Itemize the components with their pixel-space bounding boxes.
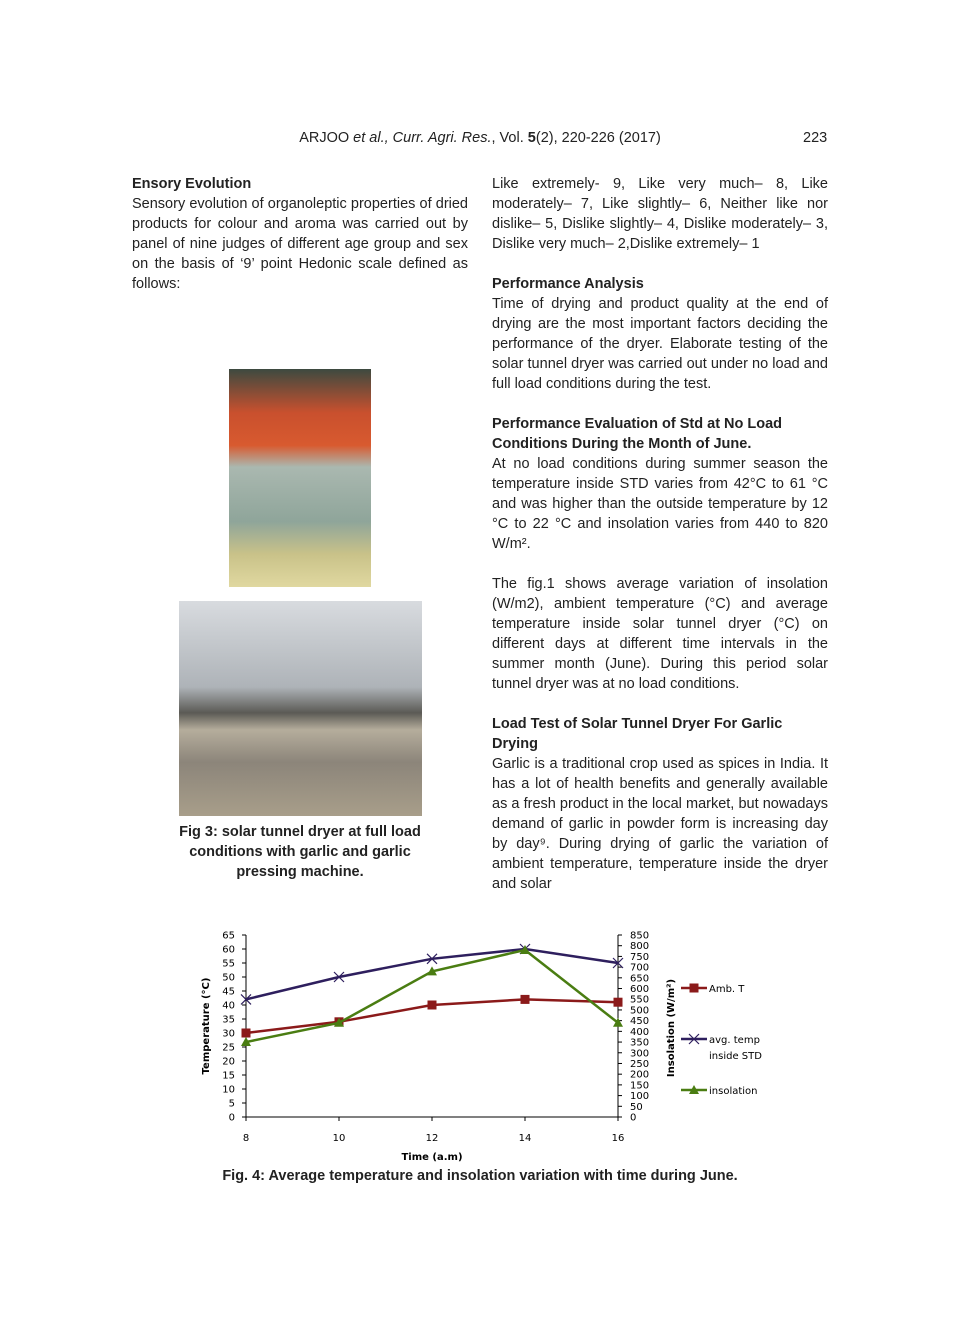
- series-line-2: [246, 950, 618, 1042]
- paragraph: The fig.1 shows average variation of insolation (W/m2), ambient temperature (°C) and average temperature inside solar tunnel dryer (°C) on different days at different time intervals in the summer month (June). During this period solar tunnel dryer was at no load conditions.: [492, 576, 828, 692]
- y-tick-label: 25: [222, 1042, 235, 1054]
- y2-tick-label: 150: [630, 1080, 650, 1092]
- y-tick-label: 0: [228, 1112, 235, 1124]
- y2-tick-label: 700: [630, 962, 650, 974]
- y2-tick-label: 550: [630, 994, 650, 1006]
- paragraph: At no load conditions during summer season the temperature inside STD varies from 42°C to 61 °C and was higher than the outside temperature by 12 °C to 22 °C and insolation varies from 440 to 820 W/m².: [492, 456, 828, 552]
- y-tick-label: 55: [222, 958, 235, 970]
- y2-tick-label: 750: [630, 951, 650, 963]
- y2-tick-label: 650: [630, 973, 650, 985]
- y-tick-label: 15: [222, 1070, 235, 1082]
- y-tick-label: 40: [222, 1000, 235, 1012]
- y-tick-label: 50: [222, 972, 235, 984]
- x-tick-label: 16: [611, 1133, 625, 1144]
- data-point: [614, 998, 623, 1007]
- y2-tick-label: 100: [630, 1091, 650, 1103]
- y-tick-label: 30: [222, 1028, 235, 1040]
- paragraph: Sensory evolution of organoleptic properties of dried products for colour and aroma was carried out by panel of nine judges of different age group and sex on the basis of ‘9’ point Hedonic scale defined as follows:: [132, 196, 468, 292]
- legend-label: inside STD: [709, 1051, 762, 1062]
- y2-tick-label: 450: [630, 1016, 650, 1028]
- y2-tick-label: 200: [630, 1069, 650, 1081]
- legend-marker: [690, 984, 699, 993]
- data-point: [521, 995, 530, 1004]
- legend-label: insolation: [709, 1086, 758, 1097]
- data-point: [242, 1029, 251, 1038]
- data-point: [428, 1001, 437, 1010]
- x-tick-label: 10: [332, 1133, 346, 1144]
- y2-tick-label: 250: [630, 1058, 650, 1070]
- paragraph: Time of drying and product quality at the end of drying are the most important factors deciding the performance of the dryer. Elaborate testing of the solar tunnel dryer was carried out under no load and full load conditions during the test.: [492, 296, 828, 392]
- section-heading: Performance Evaluation of Std at No Load Conditions During the Month of June.: [492, 416, 783, 452]
- y2-tick-label: 500: [630, 1005, 650, 1017]
- y2-tick-label: 0: [630, 1112, 637, 1124]
- legend-label: avg. temp: [709, 1035, 760, 1046]
- y2-tick-label: 600: [630, 984, 650, 996]
- section-heading: Performance Analysis: [492, 276, 644, 292]
- y2-axis-label: Insolation (W/m²): [666, 978, 677, 1078]
- y2-tick-label: 800: [630, 941, 650, 953]
- paragraph: Like extremely- 9, Like very much– 8, Like moderately– 7, Like slightly– 6, Neither like nor dislike– 5, Dislike slightly– 4, Dislike moderately– 3, Dislike very much– 2,Dislike extremely– 1: [492, 176, 828, 252]
- y-tick-label: 10: [222, 1084, 235, 1096]
- section-heading: Ensory Evolution: [132, 176, 252, 192]
- x-tick-label: 14: [518, 1133, 532, 1144]
- x-tick-label: 12: [425, 1133, 439, 1144]
- x-axis-label: Time (a.m): [401, 1152, 463, 1163]
- y-tick-label: 5: [228, 1098, 235, 1110]
- y2-tick-label: 400: [630, 1026, 650, 1038]
- y2-tick-label: 350: [630, 1037, 650, 1049]
- y2-tick-label: 300: [630, 1048, 650, 1060]
- section-heading: Load Test of Solar Tunnel Dryer For Garlic Drying: [492, 716, 783, 752]
- y-tick-label: 35: [222, 1014, 235, 1026]
- y2-tick-label: 50: [630, 1101, 643, 1113]
- page-number: 223: [803, 130, 828, 146]
- legend-label: Amb. T: [709, 984, 745, 995]
- y2-tick-label: 850: [630, 930, 650, 942]
- y-tick-label: 20: [222, 1056, 235, 1068]
- x-tick-label: 8: [242, 1133, 250, 1144]
- y-tick-label: 45: [222, 986, 235, 998]
- y-tick-label: 65: [222, 930, 235, 942]
- running-header: ARJOO et al., Curr. Agri. Res., Vol. 5(2), 220-226 (2017): [299, 130, 661, 146]
- figure-caption: Fig 3: solar tunnel dryer at full load conditions with garlic and garlic pressing machine.: [179, 824, 421, 880]
- figure-caption: Fig. 4: Average temperature and insolation variation with time during June.: [222, 1168, 738, 1184]
- y-axis-label: Temperature (°C): [201, 977, 212, 1075]
- paragraph: Garlic is a traditional crop used as spices in India. It has a lot of health benefits and generally available as a fresh product in the local market, but nowadays demand of garlic in powder form is increasing day by day⁹. During drying of garlic the variation of ambient temperature, temperature inside the dryer and solar: [492, 756, 828, 892]
- y-tick-label: 60: [222, 944, 235, 956]
